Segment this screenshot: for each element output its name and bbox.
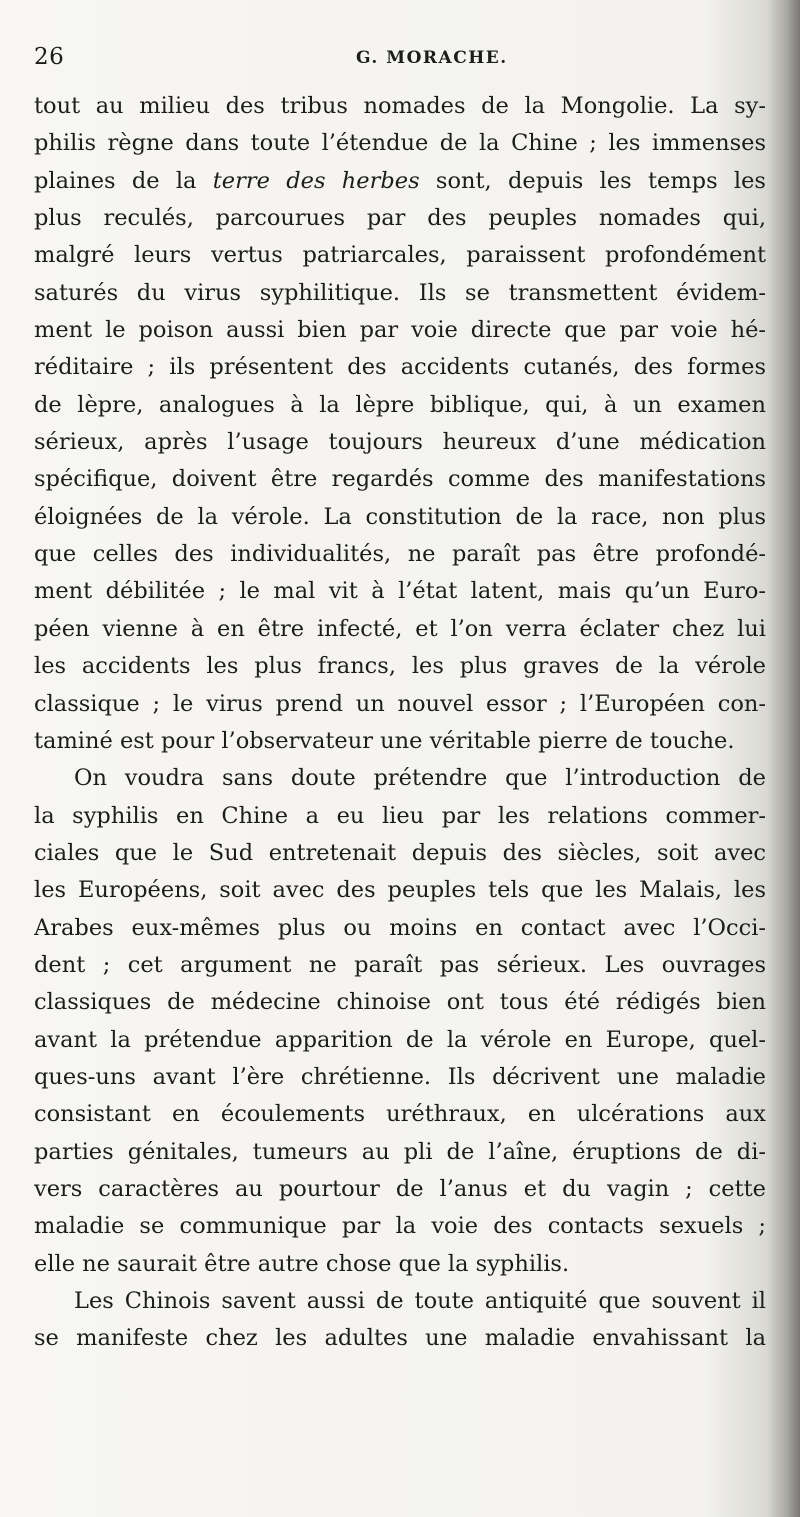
- text-line: [34, 163, 766, 200]
- text-line: la syphilis en Chine a eu lieu par les relations commer-: [34, 802, 766, 829]
- text-line: les accidents les plus francs, les plus graves de la vérole: [34, 653, 766, 680]
- text-line: sérieux, après l’usage toujours heureux d’une médication: [34, 429, 766, 456]
- text-line: ment le poison aussi bien par voie directe que par voie hé-: [34, 317, 766, 344]
- text-line: avant la prétendue apparition de la vérole en Europe, quel-: [34, 1026, 766, 1053]
- paragraph-start-line: Les Chinois savent aussi de toute antiquité que souvent il: [74, 1288, 766, 1314]
- text-line: dent ; cet argument ne paraît pas sérieux. Les ouvrages: [34, 951, 766, 978]
- text-line: se manifeste chez les adultes une maladie envahissant la: [34, 1325, 766, 1352]
- text-line: classique ; le virus prend un nouvel essor ; l’Européen con-: [34, 690, 766, 717]
- text-line: plus reculés, parcourues par des peuples nomades qui,: [34, 205, 766, 232]
- text-line: tout au milieu des tribus nomades de la Mongolie. La sy-: [34, 93, 766, 119]
- text-line: vers caractères au pourtour de l’anus et du vagin ; cette: [34, 1175, 766, 1202]
- page-number: 26: [34, 44, 65, 70]
- text-line: consistant en écoulements uréthraux, en ulcérations aux: [34, 1101, 766, 1128]
- paragraph-end-line: elle ne saurait être autre chose que la syphilis.: [34, 1250, 570, 1277]
- text-line: péen vienne à en être infecté, et l’on verra éclater chez lui: [34, 615, 766, 642]
- body-text: [34, 88, 766, 1358]
- paragraph-end-line: taminé est pour l’observateur une véritable pierre de touche.: [34, 727, 735, 754]
- text-line: Arabes eux-mêmes plus ou moins en contact avec l’Occi-: [34, 914, 766, 941]
- text-line: ciales que le Sud entretenait depuis des siècles, soit avec: [34, 839, 766, 866]
- text-line: réditaire ; ils présentent des accidents cutanés, des formes: [34, 354, 766, 381]
- text-line: classiques de médecine chinoise ont tous été rédigés bien: [34, 989, 766, 1016]
- running-head: G. MORACHE.: [356, 48, 508, 68]
- text-line: ques-uns avant l’ère chrétienne. Ils décrivent une maladie: [34, 1063, 766, 1090]
- text-line: malgré leurs vertus patriarcales, paraissent profondément: [34, 242, 766, 269]
- text-line: éloignées de la vérole. La constitution de la race, non plus: [34, 503, 766, 530]
- text-line: saturés du virus syphilitique. Ils se transmettent évidem-: [34, 279, 766, 306]
- text-segment: plaines de la: [34, 167, 213, 194]
- text-line: philis règne dans toute l’étendue de la Chine ; les immenses: [34, 130, 766, 157]
- text-line: les Européens, soit avec des peuples tels que les Malais, les: [34, 877, 766, 904]
- paragraph-start-line: On voudra sans doute prétendre que l’introduction de: [74, 765, 766, 792]
- text-segment: sont, depuis les temps les: [419, 167, 766, 194]
- text-line: parties génitales, tumeurs au pli de l’aîne, éruptions de di-: [34, 1138, 766, 1165]
- text-line: de lèpre, analogues à la lèpre biblique, qui, à un examen: [34, 391, 766, 418]
- text-line: que celles des individualités, ne paraît pas être profondé-: [34, 541, 766, 568]
- page-edge-shadow: [766, 0, 800, 1517]
- page-header: [34, 44, 764, 78]
- italic-phrase: terre des herbes: [212, 167, 420, 194]
- text-line: maladie se communique par la voie des contacts sexuels ;: [34, 1213, 766, 1240]
- text-line: spécifique, doivent être regardés comme des manifestations: [34, 466, 766, 493]
- text-line: ment débilitée ; le mal vit à l’état latent, mais qu’un Euro-: [34, 578, 766, 605]
